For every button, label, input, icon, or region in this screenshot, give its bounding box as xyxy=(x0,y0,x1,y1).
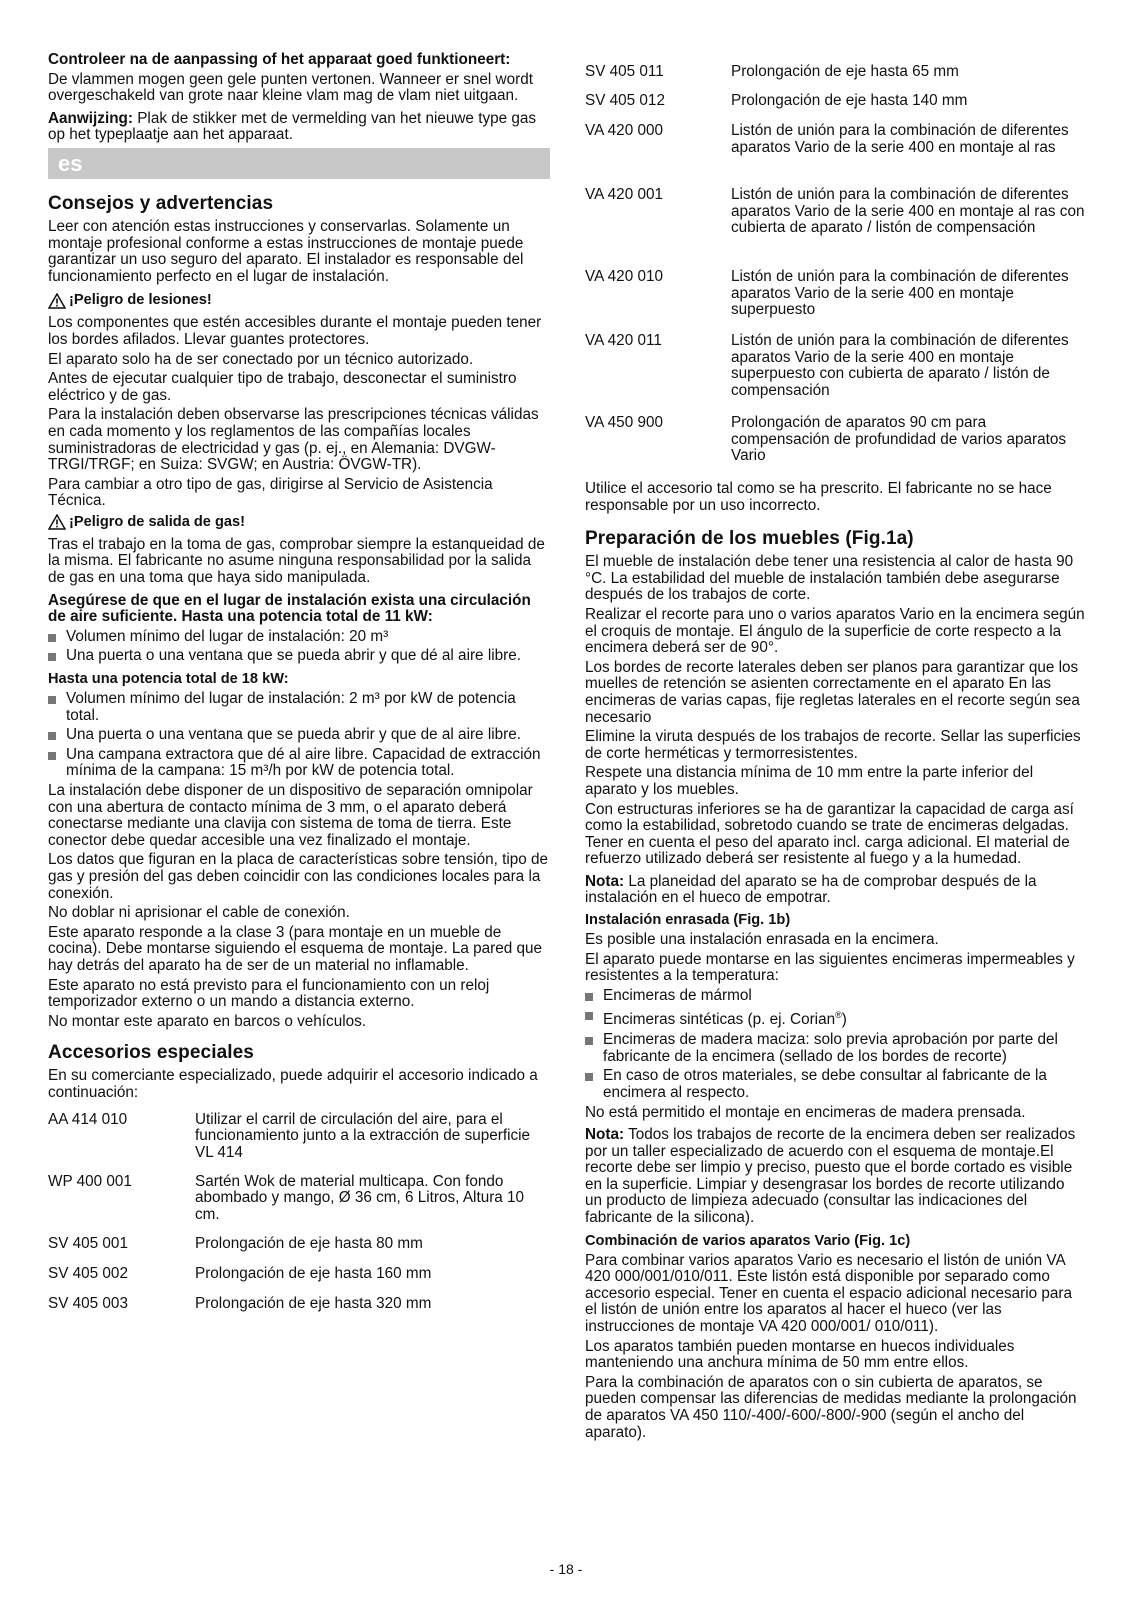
warning-lesiones xyxy=(48,292,550,309)
p-separacion: La instalación debe disponer de un dispositivo de separación omnipolar con una abertura de contacto mínima de 3 mm, o el aparato deberá conectarse mediante una clavija con sistema de toma de tierra. Este conector debe quedar accesible una vez finalizado el montaje. xyxy=(48,782,533,849)
nl-check-text: De vlammen mogen geen gele punten vertonen. Wanneer er snel wordt overgeschakeld van grote naar kleine vlam mag de vlam niet uitgaan. xyxy=(48,70,533,105)
right-column xyxy=(585,64,1085,1444)
nota-recorte: Nota: Todos los trabajos de recorte de la encimera deben ser realizados por un taller especializado de acuerdo con el esquema de montaje.El recorte debe ser limpio y preciso, puesto que el borde cortado es visible en la superficie. Limpiar y desengrasar los bordes de recorte utilizando un producto de limpieza adecuado (consultar las indicaciones del fabricante de la silicona). xyxy=(585,1126,1076,1227)
p-utilice: Utilice el accesorio tal como se ha prescrito. El fabricante no se hace responsable por un uso incorrecto. xyxy=(585,480,1052,514)
warn1-p5: Para cambiar a otro tipo de gas, dirigirse al Servicio de Asistencia Técnica. xyxy=(48,475,493,510)
table-row: SV 405 001 Prolongación de eje hasta 80 mm xyxy=(48,1234,423,1252)
comb-p2: Los aparatos también pueden montarse en huecos individuales manteniendo una anchura mínima de 50 mm entre ellos. xyxy=(585,1337,1015,1372)
air-heading: Asegúrese de que en el lugar de instalación exista una circulación de aire suficiente. Hasta una potencia total de 11 kW: xyxy=(48,591,531,626)
table-row: SV 405 011 Prolongación de eje hasta 65 mm xyxy=(585,63,959,80)
table-row: AA 414 010 Utilizar el carril de circulación del aire, para el funcionamiento junto a la extracción de superficie VL 414 xyxy=(48,1110,531,1161)
accesorios-intro: En su comerciante especializado, puede adquirir el accesorio indicado a continuación: xyxy=(48,1067,538,1101)
table-row: VA 450 900 Prolongación de aparatos 90 cm para compensación de profundidad de varios aparatos Vario xyxy=(585,414,1067,465)
comb-p3: Para la combinación de aparatos con o sin cubierta de aparatos, se pueden compensar las diferencias de medidas mediante la prolongación de aparatos VA 450 110/-400/-600/-800/-900 (según el ancho del aparato). xyxy=(585,1373,1077,1441)
enrasada-p1: Es posible una instalación enrasada en la encimera. xyxy=(585,931,939,949)
bullet-square-icon xyxy=(48,752,56,760)
list-item: Volumen mínimo del lugar de instalación: 20 m³ xyxy=(48,629,550,646)
warning-triangle-icon xyxy=(48,293,66,309)
p-clase: Este aparato responde a la clase 3 (para montaje en un mueble de cocina). Debe montarse siguiendo el esquema de montaje. La pared que hay detrás del aparato ha de ser de un material no inflamable. xyxy=(48,923,543,974)
section-title-muebles: Preparación de los muebles (Fig.1a) xyxy=(585,528,914,550)
table-row: VA 420 011 Listón de unión para la combinación de diferentes aparatos Vario de la serie 400 en montaje superpuesto con cubierta de aparato / listón de compensación xyxy=(585,332,1069,399)
list-item: Una campana extractora que dé al aire libre. Capacidad de extracción mínima de la campana: 15 m³/h por kW de potencia total. xyxy=(48,747,550,780)
nl-check-heading: Controleer na de aanpassing of het apparaat goed funktioneert: xyxy=(48,51,511,68)
bullet-square-icon xyxy=(585,1073,593,1081)
bullet-square-icon xyxy=(48,653,56,661)
bullet-square-icon xyxy=(48,634,56,642)
table-row: VA 420 000 Listón de unión para la combinación de diferentes aparatos Vario de la serie 400 en montaje al ras xyxy=(585,122,1069,156)
table-row: VA 420 010 Listón de unión para la combinación de diferentes aparatos Vario de la serie 400 en montaje superpuesto xyxy=(585,268,1069,319)
muebles-p6: Con estructuras inferiores se ha de garantizar la capacidad de carga así como la estabilidad, sobretodo cuando se trate de encimeras delgadas. Tener en cuenta el peso del aparato incl. carga adicional. El material de refuerzo utilizado deberá ser resistente al fuego y a la humedad. xyxy=(585,800,1074,868)
accessory-table-left xyxy=(48,1112,550,1316)
warn2-p1: Tras el trabajo en la toma de gas, comprobar siempre la estanqueidad de la misma. El fabricante no asume ninguna responsabilidad por la salida de gas en una toma que haya sido manipulada. xyxy=(48,535,545,587)
warning-triangle-icon xyxy=(48,514,66,530)
bullet-square-icon xyxy=(585,993,593,1001)
list-item: Encimeras de madera maciza: solo previa aprobación por parte del fabricante de la encimera (sellado de los bordes de recorte) xyxy=(585,1032,1085,1065)
list-item: En caso de otros materiales, se debe consultar al fabricante de la encimera al respecto. xyxy=(585,1068,1085,1101)
nota-planeidad: Nota: La planeidad del aparato se ha de comprobar después de la instalación en el hueco de empotrar. xyxy=(585,872,1037,907)
nota-label: Nota: xyxy=(585,872,625,890)
consejos-intro: Leer con atención estas instrucciones y conservarlas. Solamente un montaje profesional conforme a estas instrucciones de montaje puede garantizar un uso seguro del aparato. El instalador es responsable del funcionamiento perfecto en el lugar de instalación. xyxy=(48,217,524,285)
nl-note-text: Plak de stikker met de vermelding van het nieuwe type gas op het typeplaatje aan het apparaat. xyxy=(48,109,537,144)
bullet-square-icon xyxy=(48,696,56,704)
table-row: SV 405 002 Prolongación de eje hasta 160 mm xyxy=(48,1264,432,1282)
table-row: SV 405 003 Prolongación de eje hasta 320 mm xyxy=(48,1294,432,1312)
list-item: Una puerta o una ventana que se pueda abrir y que dé al aire libre. xyxy=(48,648,550,665)
language-bar xyxy=(48,148,550,179)
enrasada-p2: El aparato puede montarse en las siguientes encimeras impermeables y resistentes a la temperatura: xyxy=(585,950,1075,985)
list-item: Volumen mínimo del lugar de instalación: 2 m³ por kW de potencia total. xyxy=(48,691,550,724)
air-heading-18kw: Hasta una potencia total de 18 kW: xyxy=(48,671,289,688)
muebles-p5: Respete una distancia mínima de 10 mm entre la parte inferior del aparato y los muebles. xyxy=(585,764,1034,798)
bullet-square-icon xyxy=(48,732,56,740)
nl-note xyxy=(48,111,550,144)
p-cable: No doblar ni aprisionar el cable de conexión. xyxy=(48,904,350,922)
accessory-table-right xyxy=(585,64,1085,481)
section-title-accesorios: Accesorios especiales xyxy=(48,1042,254,1064)
bullet-square-icon xyxy=(585,1037,593,1045)
table-row: WP 400 001 Sartén Wok de material multicapa. Con fondo abombado y mango, Ø 36 cm, 6 Litros, Altura 10 cm. xyxy=(48,1172,525,1223)
language-code: es xyxy=(58,150,83,176)
p-barcos: No montar este aparato en barcos o vehículos. xyxy=(48,1012,367,1030)
warn1-p3: Antes de ejecutar cualquier tipo de trabajo, desconectar el suministro eléctrico y de gas. xyxy=(48,370,517,404)
p-prensada: No está permitido el montaje en encimeras de madera prensada. xyxy=(585,1103,1026,1121)
combinacion-title: Combinación de varios aparatos Vario (Fig. 1c) xyxy=(585,1232,911,1249)
warn1-p4: Para la instalación deben observarse las prescripciones técnicas válidas en cada momento y los reglamentos de las compañías locales suministradoras de electricidad y gas (p. ej., en Alemania: DVGW-TRGI/TRGF; en Suiza: SVGW; en Austria: ÖVGW-TR). xyxy=(48,406,539,474)
air-list-11kw xyxy=(48,629,550,665)
muebles-p3: Los bordes de recorte laterales deben ser planos para garantizar que los muelles de retención se asienten correctamente en el aparato En las encimeras de varias capas, fije regletas laterales en el recorte según sea necesario xyxy=(585,658,1080,726)
muebles-p4: Elimine la viruta después de los trabajos de recorte. Sellar las superficies de corte herméticas y termorresistentes. xyxy=(585,728,1081,762)
bullet-square-icon xyxy=(585,1012,593,1020)
comb-p1: Para combinar varios aparatos Vario es necesario el listón de unión VA 420 000/001/010/011. Este listón está disponible por separado como accesorio especial. Tener en cuenta el espacio adicional necesario para el listón de unión entre los aparatos al hacer el hueco (ver las instrucciones de montaje VA 420 000/001/ 010/011). xyxy=(585,1251,1072,1336)
nota-label: Nota: xyxy=(585,1126,625,1144)
p-reloj: Este aparato no está previsto para el funcionamiento con un reloj temporizador externo o un mando a distancia externo. xyxy=(48,976,490,1011)
nl-note-label: Aanwijzing: xyxy=(48,109,133,127)
list-item: Encimeras de mármol xyxy=(585,988,1085,1005)
encimeras-list xyxy=(585,988,1085,1102)
muebles-p1: El mueble de instalación debe tener una resistencia al calor de hasta 90 °C. La estabilidad del mueble de instalación también debe asegurarse después de los trabajos de corte. xyxy=(585,553,1074,604)
warn1-p2: El aparato solo ha de ser conectado por un técnico autorizado. xyxy=(48,350,474,368)
table-row: SV 405 012 Prolongación de eje hasta 140 mm xyxy=(585,92,968,109)
warn1-p1: Los componentes que estén accesibles durante el montaje pueden tener los bordes afilados. Llevar guantes protectores. xyxy=(48,314,542,348)
muebles-p2: Realizar el recorte para uno o varios aparatos Vario en la encimera según el croquis de montaje. El ángulo de la superficie de corte respecto a la encimera deberá ser de 90°. xyxy=(585,605,1085,657)
page-number: - 18 - xyxy=(549,1561,583,1577)
table-row: VA 420 001 Listón de unión para la combinación de diferentes aparatos Vario de la serie 400 en montaje al ras con cubierta de aparato / listón de compensación xyxy=(585,186,1085,237)
warning-lesiones-title: ¡Peligro de lesiones! xyxy=(69,292,212,309)
air-list-18kw xyxy=(48,691,550,780)
enrasada-title: Instalación enrasada (Fig. 1b) xyxy=(585,912,791,929)
list-item: Una puerta o una ventana que se pueda abrir y que de al aire libre. xyxy=(48,727,550,744)
list-item: Encimeras sintéticas (p. ej. Corian®) xyxy=(585,1007,1085,1029)
warning-gas-title: ¡Peligro de salida de gas! xyxy=(69,513,245,530)
left-column xyxy=(48,52,550,1316)
section-title-consejos: Consejos y advertencias xyxy=(48,192,274,214)
p-datos: Los datos que figuran en la placa de características sobre tensión, tipo de gas y presión del gas deben coincidir con las condiciones locales para la conexión. xyxy=(48,851,549,902)
warning-gas xyxy=(48,514,550,531)
